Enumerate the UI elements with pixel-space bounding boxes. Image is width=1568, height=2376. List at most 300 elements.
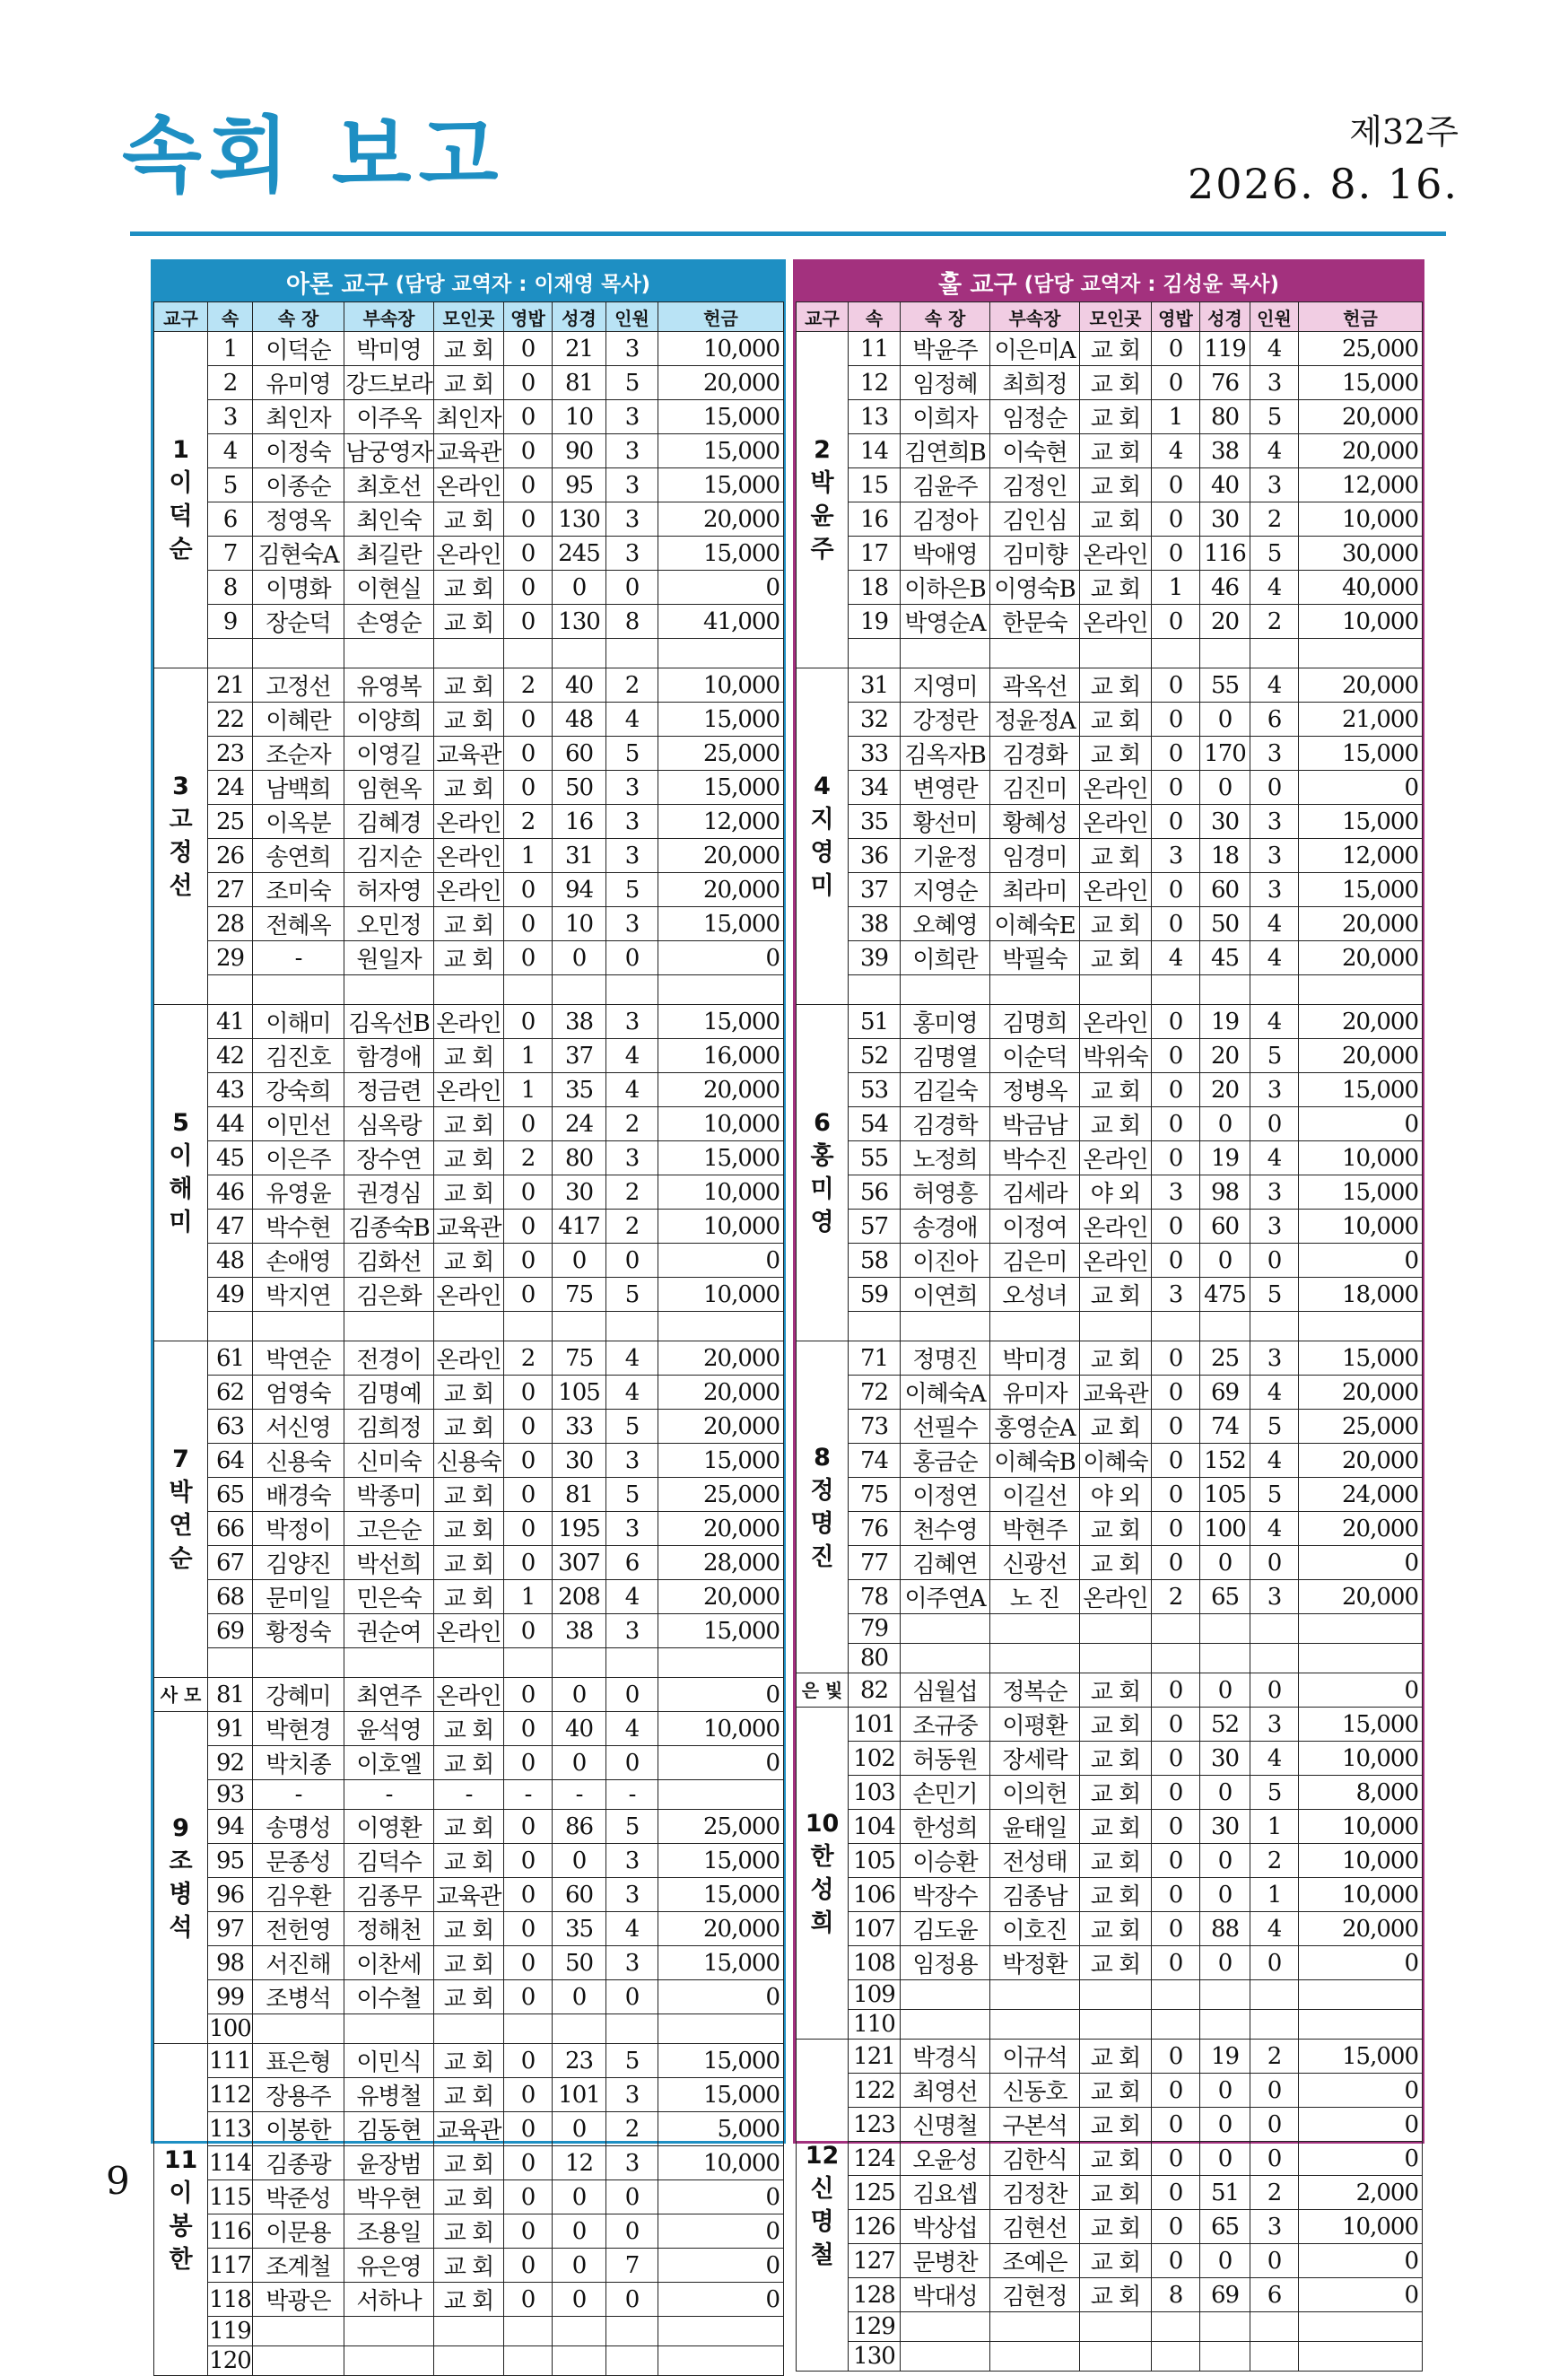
table-cell: 3 <box>606 1444 658 1478</box>
table-cell: 10,000 <box>658 1175 784 1210</box>
table-cell: 3 <box>1250 1341 1299 1376</box>
table-row <box>797 537 1423 571</box>
table-cell: 교 회 <box>434 2078 504 2112</box>
table-cell: 박수진 <box>990 1141 1080 1175</box>
table-cell: 0 <box>658 2180 784 2214</box>
table-cell: 0 <box>1152 737 1200 771</box>
table-cell: 0 <box>504 1546 553 1580</box>
table-cell: 이정연 <box>901 1478 990 1512</box>
table-cell: 3 <box>606 2146 658 2180</box>
table-cell: 구본석 <box>990 2108 1080 2142</box>
table-cell: 조병석 <box>253 1980 344 2014</box>
table-row <box>154 1278 784 1312</box>
table-cell <box>1152 975 1200 1005</box>
table-cell: 0 <box>553 1678 606 1712</box>
table-row <box>797 1776 1423 1810</box>
table-cell: 61 <box>208 1341 253 1376</box>
table-cell: 20,000 <box>1299 434 1423 468</box>
table-cell: 4 <box>606 1073 658 1107</box>
table-cell <box>1200 639 1250 668</box>
table-cell: 교 회 <box>1080 668 1152 703</box>
table-cell: 3 <box>208 400 253 434</box>
right-district-subtitle: (담당 교역자 : 김성윤 목사) <box>1024 272 1280 296</box>
left-district-title: 아론 교구 <box>285 270 388 299</box>
table-cell: 4 <box>606 1580 658 1614</box>
table-cell: 0 <box>1250 1546 1299 1580</box>
table-cell: 3 <box>1250 468 1299 502</box>
table-cell: 2,000 <box>1299 2176 1423 2210</box>
table-cell: 이희자 <box>901 400 990 434</box>
table-cell: 2 <box>606 1175 658 1210</box>
table-cell: 0 <box>504 400 553 434</box>
table-cell: 이진아 <box>901 1244 990 1278</box>
table-cell: 0 <box>1200 1107 1250 1141</box>
table-cell: 0 <box>1250 2244 1299 2278</box>
table-cell: 박금남 <box>990 1107 1080 1141</box>
table-cell: 170 <box>1200 737 1250 771</box>
table-row <box>154 1410 784 1444</box>
table-cell: 0 <box>1299 2142 1423 2176</box>
table-cell: 3 <box>606 400 658 434</box>
table-cell <box>504 2346 553 2376</box>
table-row <box>797 873 1423 907</box>
table-cell: 0 <box>658 2214 784 2249</box>
table-cell: 10,000 <box>1299 1210 1423 1244</box>
table-cell: 이주옥 <box>344 400 434 434</box>
table-cell: 5 <box>1250 400 1299 434</box>
table-cell: 7 <box>208 537 253 571</box>
table-cell: 박수현 <box>253 1210 344 1244</box>
table-cell: 0 <box>1152 2176 1200 2210</box>
table-cell: 37 <box>553 1039 606 1073</box>
table-cell: 307 <box>553 1546 606 1580</box>
table-cell: 교 회 <box>434 2146 504 2180</box>
table-cell: 임정순 <box>990 400 1080 434</box>
table-cell <box>344 1312 434 1341</box>
right-district-title: 훌 교구 <box>937 270 1017 299</box>
table-cell: 108 <box>849 1946 901 1980</box>
table-cell <box>1080 2010 1152 2040</box>
column-header: 부속장 <box>990 302 1080 332</box>
table-cell: 온라인 <box>434 873 504 907</box>
table-cell: 54 <box>849 1107 901 1141</box>
table-cell: 온라인 <box>434 468 504 502</box>
group-label: 6 홍 미 영 <box>797 1005 849 1341</box>
table-cell: 110 <box>849 2010 901 2040</box>
table-cell: 69 <box>1200 1376 1250 1410</box>
week-label: 제32주 <box>1349 112 1459 152</box>
table-cell: 52 <box>849 1039 901 1073</box>
table-cell: 28 <box>208 907 253 941</box>
table-cell: 0 <box>1200 771 1250 805</box>
table-cell: 2 <box>1152 1580 1200 1614</box>
table-cell: 지영미 <box>901 668 990 703</box>
table-cell: 92 <box>208 1746 253 1780</box>
table-cell: 0 <box>504 2180 553 2214</box>
table-cell: 10 <box>553 400 606 434</box>
table-cell: 이영환 <box>344 1810 434 1844</box>
table-cell <box>1080 1644 1152 1673</box>
table-cell <box>504 1648 553 1678</box>
table-cell: 20,000 <box>1299 907 1423 941</box>
table-cell: 15,000 <box>658 1444 784 1478</box>
table-cell: 이은주 <box>253 1141 344 1175</box>
table-cell: 문종성 <box>253 1844 344 1878</box>
table-cell: 온라인 <box>1080 771 1152 805</box>
table-cell <box>606 2317 658 2346</box>
table-cell: 허자영 <box>344 873 434 907</box>
table-cell: 손애영 <box>253 1244 344 1278</box>
table-cell: 40 <box>553 1712 606 1746</box>
table-row <box>797 605 1423 639</box>
table-cell <box>434 2346 504 2376</box>
table-cell <box>901 1312 990 1341</box>
table-row <box>154 605 784 639</box>
table-cell: 0 <box>1250 1107 1299 1141</box>
table-cell: 49 <box>208 1278 253 1312</box>
table-cell <box>553 1312 606 1341</box>
table-cell: 김세라 <box>990 1175 1080 1210</box>
table-cell: 10,000 <box>1299 1844 1423 1878</box>
table-cell: 25 <box>208 805 253 839</box>
table-cell: 황선미 <box>901 805 990 839</box>
table-cell: 76 <box>1200 366 1250 400</box>
table-cell: 0 <box>553 2283 606 2317</box>
table-cell: 김명열 <box>901 1039 990 1073</box>
table-cell: 남백희 <box>253 771 344 805</box>
table-cell: 3 <box>606 434 658 468</box>
column-header: 영밥 <box>504 302 553 332</box>
table-row <box>797 2108 1423 2142</box>
table-cell: 77 <box>849 1546 901 1580</box>
table-cell: 3 <box>1152 839 1200 873</box>
table-cell: 윤석영 <box>344 1712 434 1746</box>
table-cell: 74 <box>849 1444 901 1478</box>
table-row <box>154 1580 784 1614</box>
table-cell: 권경심 <box>344 1175 434 1210</box>
table-row <box>154 1946 784 1980</box>
table-cell: 0 <box>504 1946 553 1980</box>
table-cell: 0 <box>553 1844 606 1878</box>
table-cell: 0 <box>504 907 553 941</box>
table-cell: 39 <box>849 941 901 975</box>
table-cell: 28,000 <box>658 1546 784 1580</box>
table-cell: 32 <box>849 703 901 737</box>
table-cell: 김은화 <box>344 1278 434 1312</box>
table-cell <box>1299 1980 1423 2010</box>
table-cell <box>253 1648 344 1678</box>
table-cell: 0 <box>1250 2108 1299 2142</box>
table-cell: 0 <box>1152 1410 1200 1444</box>
table-cell: 24 <box>208 771 253 805</box>
table-cell: 0 <box>1152 537 1200 571</box>
table-cell: 황혜성 <box>990 805 1080 839</box>
table-cell: 121 <box>849 2040 901 2074</box>
table-cell: 0 <box>504 873 553 907</box>
table-cell: 3 <box>606 332 658 366</box>
table-cell: 0 <box>504 537 553 571</box>
table-cell: 1 <box>504 839 553 873</box>
table-cell: 0 <box>1250 1244 1299 1278</box>
table-cell: 2 <box>606 1210 658 1244</box>
table-cell: 0 <box>504 1210 553 1244</box>
table-row <box>797 703 1423 737</box>
table-cell: 94 <box>553 873 606 907</box>
left-column-headers <box>154 302 784 332</box>
right-column-headers <box>797 302 1423 332</box>
table-cell: 114 <box>208 2146 253 2180</box>
table-cell: 정윤정A <box>990 703 1080 737</box>
table-cell: 4 <box>606 1039 658 1073</box>
table-cell: 0 <box>1152 2244 1200 2278</box>
table-cell: 45 <box>1200 941 1250 975</box>
table-cell: 0 <box>504 1376 553 1410</box>
table-cell: 0 <box>1152 805 1200 839</box>
table-cell: 4 <box>1250 332 1299 366</box>
table-row <box>154 2044 784 2078</box>
table-cell: 5 <box>1250 537 1299 571</box>
table-cell: 오윤성 <box>901 2142 990 2176</box>
table-row <box>797 1546 1423 1580</box>
table-cell: 0 <box>553 2249 606 2283</box>
table-cell: 129 <box>849 2312 901 2342</box>
table-cell <box>1152 2312 1200 2342</box>
table-cell <box>901 975 990 1005</box>
table-cell: 교 회 <box>1080 1512 1152 1546</box>
table-cell: 17 <box>849 537 901 571</box>
left-district-subtitle: (담당 교역자 : 이재영 목사) <box>395 272 651 296</box>
table-row <box>154 1073 784 1107</box>
table-cell: 민은숙 <box>344 1580 434 1614</box>
table-cell: 김옥자B <box>901 737 990 771</box>
table-cell: 함경애 <box>344 1039 434 1073</box>
table-row <box>797 2040 1423 2074</box>
table-cell: 장순덕 <box>253 605 344 639</box>
table-cell: 0 <box>1152 873 1200 907</box>
table-cell: 박장수 <box>901 1878 990 1912</box>
table-row <box>797 907 1423 941</box>
table-cell <box>901 1980 990 2010</box>
table-cell: 원일자 <box>344 941 434 975</box>
table-cell: 93 <box>208 1780 253 1810</box>
table-cell: 0 <box>504 1878 553 1912</box>
table-cell: 4 <box>606 1341 658 1376</box>
table-cell <box>1080 975 1152 1005</box>
table-cell: - <box>344 1780 434 1810</box>
table-row <box>797 571 1423 605</box>
table-cell: 강드보라 <box>344 366 434 400</box>
table-cell: 최희정 <box>990 366 1080 400</box>
table-cell: 김현정 <box>990 2278 1080 2312</box>
table-cell: 3 <box>606 2078 658 2112</box>
table-cell: 김동현 <box>344 2112 434 2146</box>
table-cell: 103 <box>849 1776 901 1810</box>
table-cell: 박정환 <box>990 1946 1080 1980</box>
table-cell: 온라인 <box>1080 537 1152 571</box>
table-cell: 0 <box>504 468 553 502</box>
table-cell: 100 <box>1200 1512 1250 1546</box>
table-cell: 21 <box>208 668 253 703</box>
table-cell: 0 <box>606 1980 658 2014</box>
table-cell: 82 <box>849 1673 901 1708</box>
table-cell: 24 <box>553 1107 606 1141</box>
table-cell: 이하은B <box>901 571 990 605</box>
table-cell: 전헌영 <box>253 1912 344 1946</box>
table-cell: 0 <box>553 1980 606 2014</box>
table-cell: 4 <box>1250 1141 1299 1175</box>
column-header: 인원 <box>1250 302 1299 332</box>
table-cell: 0 <box>553 571 606 605</box>
table-cell: 0 <box>504 1746 553 1780</box>
table-cell <box>990 2010 1080 2040</box>
table-cell: 1 <box>504 1073 553 1107</box>
table-cell: - <box>606 1780 658 1810</box>
table-cell: 김명희 <box>990 1005 1080 1039</box>
table-cell: 74 <box>1200 1410 1250 1444</box>
table-cell: 0 <box>1152 907 1200 941</box>
table-cell: 29 <box>208 941 253 975</box>
table-cell: 한문숙 <box>990 605 1080 639</box>
table-row <box>154 1780 784 1810</box>
table-cell: 0 <box>1152 1878 1200 1912</box>
table-cell: 김인심 <box>990 502 1080 537</box>
table-cell: 69 <box>1200 2278 1250 2312</box>
table-row <box>797 1673 1423 1708</box>
table-cell: 0 <box>504 1912 553 1946</box>
right-panel-header <box>796 262 1422 301</box>
table-cell: 교 회 <box>434 703 504 737</box>
table-cell: 0 <box>658 941 784 975</box>
table-cell: 0 <box>504 1614 553 1648</box>
table-cell: 이종순 <box>253 468 344 502</box>
table-cell: 0 <box>504 1444 553 1478</box>
table-cell: 이의헌 <box>990 1776 1080 1810</box>
table-cell: 이주연A <box>901 1580 990 1614</box>
table-cell: 노 진 <box>990 1580 1080 1614</box>
table-cell <box>1152 2342 1200 2372</box>
table-cell: 99 <box>208 1980 253 2014</box>
table-cell: 이희란 <box>901 941 990 975</box>
table-cell <box>1200 2010 1250 2040</box>
table-row <box>154 2146 784 2180</box>
table-cell: 23 <box>553 2044 606 2078</box>
table-cell: 이봉한 <box>253 2112 344 2146</box>
table-cell: 195 <box>553 1512 606 1546</box>
table-cell: 교 회 <box>1080 2108 1152 2142</box>
table-cell: 교 회 <box>434 1712 504 1746</box>
table-cell: 문미일 <box>253 1580 344 1614</box>
table-cell: 박현주 <box>990 1512 1080 1546</box>
table-cell: 오민정 <box>344 907 434 941</box>
table-cell: 0 <box>1152 1376 1200 1410</box>
table-cell: 0 <box>1152 332 1200 366</box>
table-cell <box>434 975 504 1005</box>
table-cell: 3 <box>606 1878 658 1912</box>
table-cell: 교 회 <box>1080 1673 1152 1708</box>
table-cell: 0 <box>1200 2244 1250 2278</box>
table-cell: 3 <box>1250 1210 1299 1244</box>
table-cell: 교 회 <box>434 1039 504 1073</box>
column-header: 헌금 <box>658 302 784 332</box>
table-cell: 16 <box>553 805 606 839</box>
table-cell: 0 <box>504 1410 553 1444</box>
table-row <box>797 1005 1423 1039</box>
table-cell: 15,000 <box>1299 1175 1423 1210</box>
table-cell: 0 <box>1250 771 1299 805</box>
table-cell: 20,000 <box>658 839 784 873</box>
table-row <box>154 537 784 571</box>
table-cell: 윤장범 <box>344 2146 434 2180</box>
table-cell: 8 <box>208 571 253 605</box>
table-cell: 이호엘 <box>344 1746 434 1780</box>
table-row <box>154 1478 784 1512</box>
table-cell <box>553 639 606 668</box>
table-row <box>797 2210 1423 2244</box>
table-cell: 63 <box>208 1410 253 1444</box>
table-cell: 교 회 <box>1080 366 1152 400</box>
table-cell: 0 <box>1299 1946 1423 1980</box>
table-cell: 교 회 <box>1080 2074 1152 2108</box>
table-row <box>154 907 784 941</box>
table-cell: 김종광 <box>253 2146 344 2180</box>
table-cell <box>990 1644 1080 1673</box>
table-cell <box>504 1312 553 1341</box>
table-cell: 교 회 <box>1080 434 1152 468</box>
table-cell: 온라인 <box>1080 605 1152 639</box>
table-cell: 130 <box>553 605 606 639</box>
table-row <box>154 2346 784 2376</box>
table-cell: 장수연 <box>344 1141 434 1175</box>
table-cell: 20,000 <box>658 1912 784 1946</box>
table-cell: 1 <box>1250 1810 1299 1844</box>
table-cell: 0 <box>504 1712 553 1746</box>
table-cell: 5 <box>606 366 658 400</box>
table-cell: 온라인 <box>1080 1244 1152 1278</box>
table-cell: 교 회 <box>1080 571 1152 605</box>
table-cell: 4 <box>1250 434 1299 468</box>
table-cell: 20 <box>1200 1039 1250 1073</box>
table-cell: 6 <box>208 502 253 537</box>
table-cell: 60 <box>1200 873 1250 907</box>
table-cell: 교 회 <box>434 1175 504 1210</box>
table-cell: 박영순A <box>901 605 990 639</box>
table-cell: 33 <box>849 737 901 771</box>
table-cell: 15,000 <box>658 1005 784 1039</box>
table-cell: 전경이 <box>344 1341 434 1376</box>
column-header: 교구 <box>797 302 849 332</box>
table-cell: 김은미 <box>990 1244 1080 1278</box>
table-cell: 이은미A <box>990 332 1080 366</box>
table-cell: 교 회 <box>434 1746 504 1780</box>
table-cell: 67 <box>208 1546 253 1580</box>
table-cell <box>901 2010 990 2040</box>
group-label: 8 정 명 진 <box>797 1341 849 1673</box>
table-cell: 신동호 <box>990 2074 1080 2108</box>
table-cell: 0 <box>606 941 658 975</box>
table-cell: 0 <box>504 332 553 366</box>
table-cell: 이해미 <box>253 1005 344 1039</box>
table-cell <box>1250 1644 1299 1673</box>
table-row <box>797 1312 1423 1341</box>
table-row <box>797 1912 1423 1946</box>
table-cell: 71 <box>849 1341 901 1376</box>
table-cell: 교 회 <box>434 1580 504 1614</box>
table-cell: 0 <box>504 2112 553 2146</box>
table-cell: 30 <box>1200 1742 1250 1776</box>
table-cell <box>849 975 901 1005</box>
table-cell: 0 <box>1152 1073 1200 1107</box>
table-cell <box>253 639 344 668</box>
